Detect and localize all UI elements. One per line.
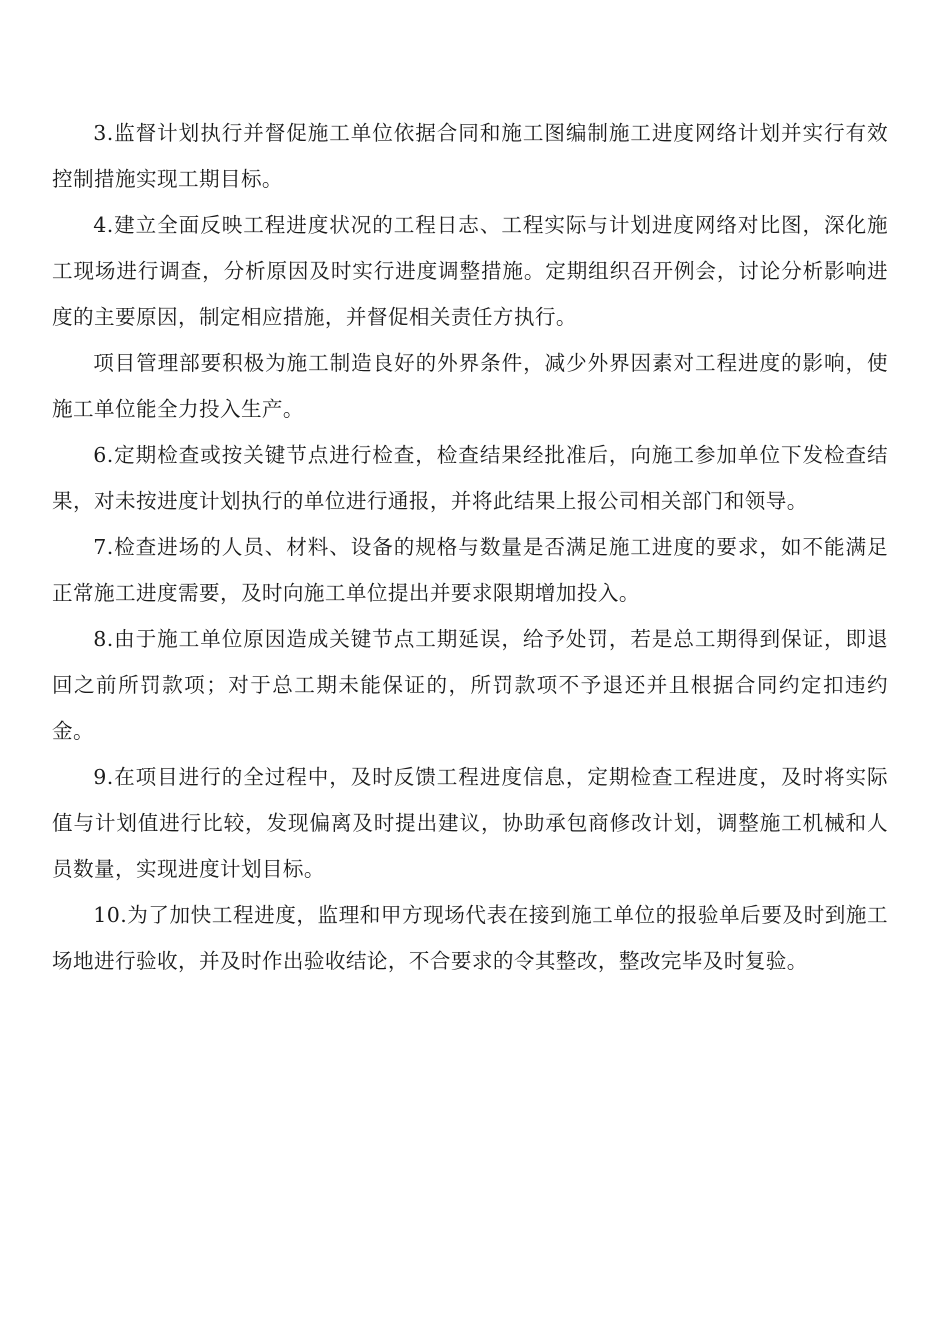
document-body <box>52 110 888 984</box>
paragraph-project-management: 项目管理部要积极为施工制造良好的外界条件，减少外界因素对工程进度的影响，使施工单位能全力投入生产。 <box>52 351 888 421</box>
paragraph-item-10: 10.为了加快工程进度，监理和甲方现场代表在接到施工单位的报验单后要及时到施工场地进行验收，并及时作出验收结论，不合要求的令其整改，整改完毕及时复验。 <box>52 903 888 973</box>
paragraph-item-8: 8.由于施工单位原因造成关键节点工期延误，给予处罚，若是总工期得到保证，即退回之前所罚款项；对于总工期未能保证的，所罚款项不予退还并且根据合同约定扣违约金。 <box>52 627 888 743</box>
paragraph-item-3: 3.监督计划执行并督促施工单位依据合同和施工图编制施工进度网络计划并实行有效控制措施实现工期目标。 <box>52 121 888 191</box>
paragraph-item-4: 4.建立全面反映工程进度状况的工程日志、工程实际与计划进度网络对比图，深化施工现场进行调查，分析原因及时实行进度调整措施。定期组织召开例会，讨论分析影响进度的主要原因，制定相应措施，并督促相关责任方执行。 <box>52 213 888 329</box>
paragraph-item-9: 9.在项目进行的全过程中，及时反馈工程进度信息，定期检查工程进度，及时将实际值与计划值进行比较，发现偏离及时提出建议，协助承包商修改计划，调整施工机械和人员数量，实现进度计划目标。 <box>52 765 888 881</box>
paragraph-item-7: 7.检查进场的人员、材料、设备的规格与数量是否满足施工进度的要求，如不能满足正常施工进度需要，及时向施工单位提出并要求限期增加投入。 <box>52 535 888 605</box>
paragraph-item-6: 6.定期检查或按关键节点进行检查，检查结果经批准后，向施工参加单位下发检查结果，对未按进度计划执行的单位进行通报，并将此结果上报公司相关部门和领导。 <box>52 443 888 513</box>
